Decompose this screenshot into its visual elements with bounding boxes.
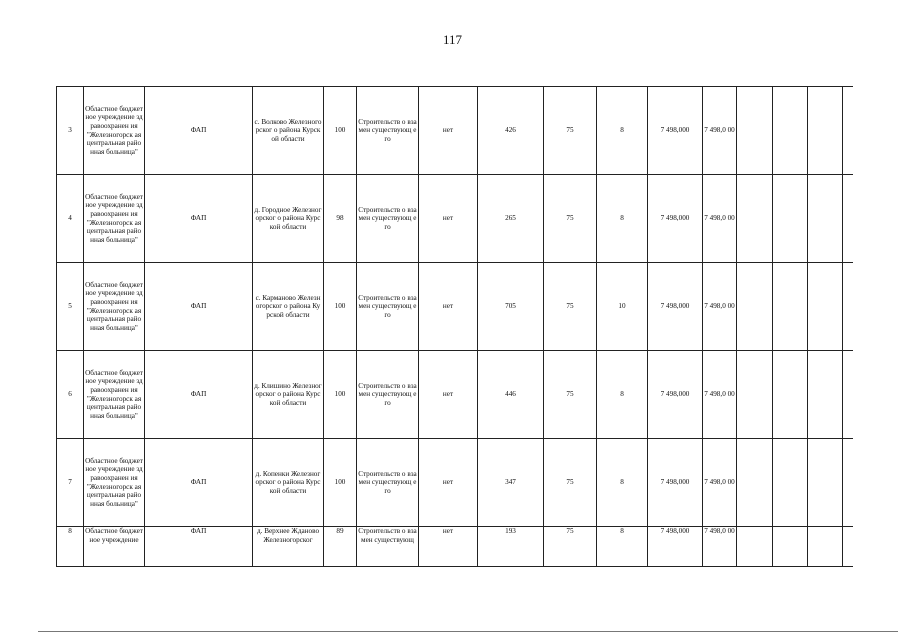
value-cell: 75 [544,527,597,567]
value-cell: 347 [478,439,544,527]
empty-cell [737,87,773,175]
value-cell: 8 [597,439,648,527]
table-row [57,351,854,439]
table-row [57,527,854,567]
organization-cell: Областное бюджетное учреждение здравоохранен ия "Железногорск ая центральная районная больница" [84,439,145,527]
empty-cell [737,263,773,351]
empty-cell [843,439,854,527]
work-type-cell: Строительств о взамен существующ [357,527,419,567]
value-cell: 100 [324,439,357,527]
facility-type-cell: ФАП [145,263,253,351]
organization-cell: Областное бюджетное учреждение здравоохранен ия "Железногорск ая центральная районная больница" [84,175,145,263]
flag-cell: нет [419,87,478,175]
value-cell: 75 [544,263,597,351]
empty-cell [773,87,808,175]
amount-cell: 7 498,000 [648,439,703,527]
amount-cell: 7 498,0 00 [703,351,737,439]
empty-cell [737,351,773,439]
empty-cell [843,263,854,351]
data-table-container [56,86,853,567]
value-cell: 265 [478,175,544,263]
empty-cell [773,175,808,263]
value-cell: 705 [478,263,544,351]
empty-cell [808,175,843,263]
empty-cell [773,263,808,351]
amount-cell: 7 498,000 [648,87,703,175]
empty-cell [843,175,854,263]
work-type-cell: Строительств о взамен существующ его [357,439,419,527]
flag-cell: нет [419,439,478,527]
value-cell: 100 [324,263,357,351]
value-cell: 75 [544,351,597,439]
empty-cell [808,527,843,567]
amount-cell: 7 498,000 [648,263,703,351]
amount-cell: 7 498,0 00 [703,527,737,567]
location-cell: д. Верхнее Жданово Железногорског [253,527,324,567]
empty-cell [737,439,773,527]
empty-cell [737,527,773,567]
table-row [57,87,854,175]
empty-cell [808,263,843,351]
value-cell: 75 [544,175,597,263]
row-number-cell: 8 [57,527,84,567]
empty-cell [843,527,854,567]
empty-cell [843,87,854,175]
location-cell: с. Карманово Железногорског о района Курской области [253,263,324,351]
row-number-cell: 4 [57,175,84,263]
work-type-cell: Строительств о взамен существующ его [357,87,419,175]
row-number-cell: 5 [57,263,84,351]
value-cell: 89 [324,527,357,567]
empty-cell [843,351,854,439]
row-number-cell: 3 [57,87,84,175]
row-number-cell: 7 [57,439,84,527]
location-cell: д. Клишино Железногорског о района Курской области [253,351,324,439]
value-cell: 100 [324,87,357,175]
value-cell: 98 [324,175,357,263]
organization-cell: Областное бюджетное учреждение здравоохранен ия "Железногорск ая центральная районная больница" [84,351,145,439]
empty-cell [808,87,843,175]
amount-cell: 7 498,0 00 [703,263,737,351]
empty-cell [808,351,843,439]
page-number: 117 [442,32,463,47]
table-row [57,263,854,351]
bottom-rule [38,631,898,632]
facility-type-cell: ФАП [145,87,253,175]
value-cell: 193 [478,527,544,567]
table-body [57,87,854,567]
value-cell: 8 [597,351,648,439]
value-cell: 8 [597,87,648,175]
amount-cell: 7 498,0 00 [703,87,737,175]
flag-cell: нет [419,527,478,567]
amount-cell: 7 498,000 [648,175,703,263]
value-cell: 100 [324,351,357,439]
amount-cell: 7 498,000 [648,527,703,567]
facility-type-cell: ФАП [145,527,253,567]
row-number-cell: 6 [57,351,84,439]
data-table [56,86,853,567]
empty-cell [773,439,808,527]
facility-type-cell: ФАП [145,351,253,439]
work-type-cell: Строительств о взамен существующ его [357,351,419,439]
organization-cell: Областное бюджетное учреждение здравоохранен ия "Железногорск ая центральная районная больница" [84,87,145,175]
value-cell: 75 [544,87,597,175]
value-cell: 446 [478,351,544,439]
work-type-cell: Строительств о взамен существующ его [357,175,419,263]
value-cell: 75 [544,439,597,527]
facility-type-cell: ФАП [145,175,253,263]
table-row [57,175,854,263]
empty-cell [773,527,808,567]
amount-cell: 7 498,000 [648,351,703,439]
location-cell: д. Городное Железногорског о района Курской области [253,175,324,263]
table-row [57,439,854,527]
location-cell: д. Копенки Железногорског о района Курской области [253,439,324,527]
flag-cell: нет [419,175,478,263]
empty-cell [737,175,773,263]
amount-cell: 7 498,0 00 [703,439,737,527]
value-cell: 8 [597,175,648,263]
empty-cell [808,439,843,527]
work-type-cell: Строительств о взамен существующ его [357,263,419,351]
value-cell: 426 [478,87,544,175]
organization-cell: Областное бюджетное учреждение здравоохранен ия "Железногорск ая центральная районная больница" [84,263,145,351]
flag-cell: нет [419,351,478,439]
flag-cell: нет [419,263,478,351]
facility-type-cell: ФАП [145,439,253,527]
organization-cell: Областное бюджетное учреждение [84,527,145,567]
value-cell: 8 [597,527,648,567]
empty-cell [773,351,808,439]
value-cell: 10 [597,263,648,351]
location-cell: с. Волково Железногорског о района Курской области [253,87,324,175]
amount-cell: 7 498,0 00 [703,175,737,263]
